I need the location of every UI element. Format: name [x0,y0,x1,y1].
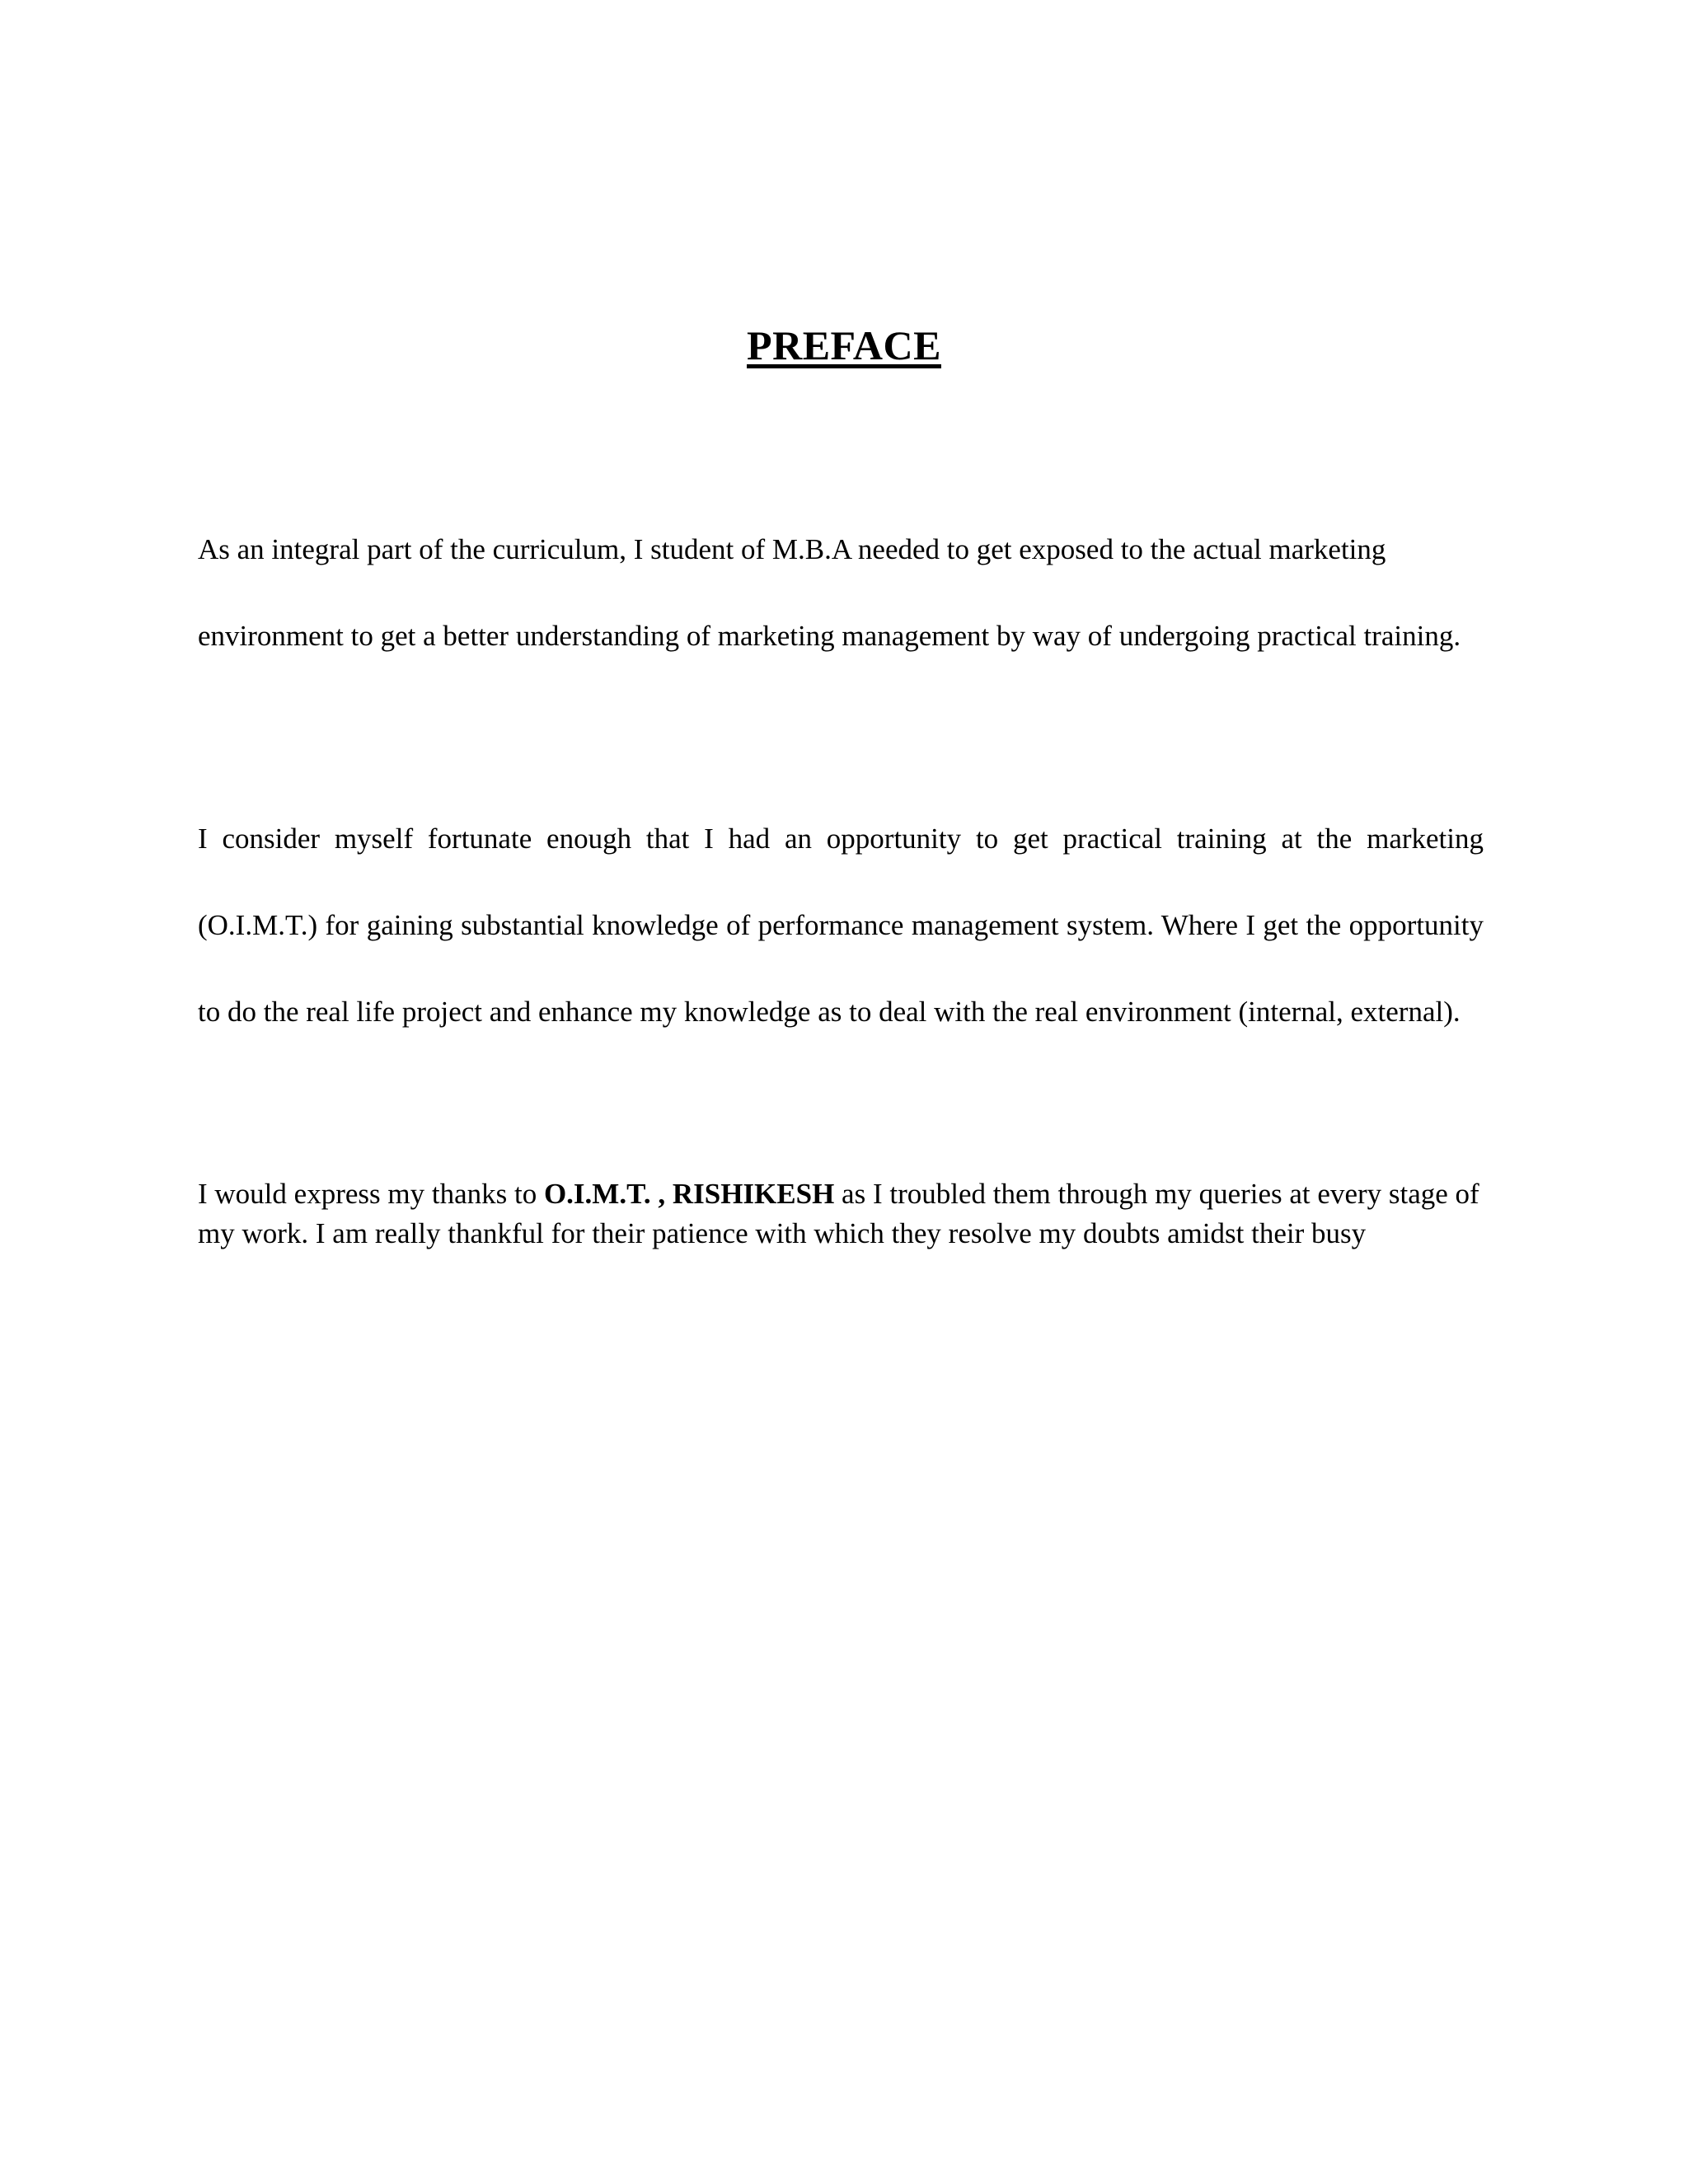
paragraph-text: I consider myself fortunate enough that I had an opportunity to get practical training at the marketing (O.I.M.T.) for gaining substantial knowledge of performance management system. Where I get the opportunity to do the real life project and enhance my knowledge as to deal with the real environment (internal, external). [198,823,1484,1028]
thanks-rest-text: as I troubled them through my queries at every stage of my work. I am really thankful for their patience with which they resolve my doubts amidst their busy [198,1178,1479,1249]
paragraph-text [198,1174,1484,1254]
page-title: PREFACE [747,322,941,368]
paragraph-thanks [198,1174,1484,1254]
thanks-lead-text: I would express my thanks to [198,1178,544,1210]
paragraph-text: As an integral part of the curriculum, I student of M.B.A needed to get exposed to the actual marketing environment to get a better understanding of marketing management by way of undergoing practical training. [198,533,1461,652]
paragraph-training [198,795,1484,1055]
paragraph-curriculum [198,506,1484,679]
institute-name: O.I.M.T. , RISHIKESH [543,1178,835,1210]
